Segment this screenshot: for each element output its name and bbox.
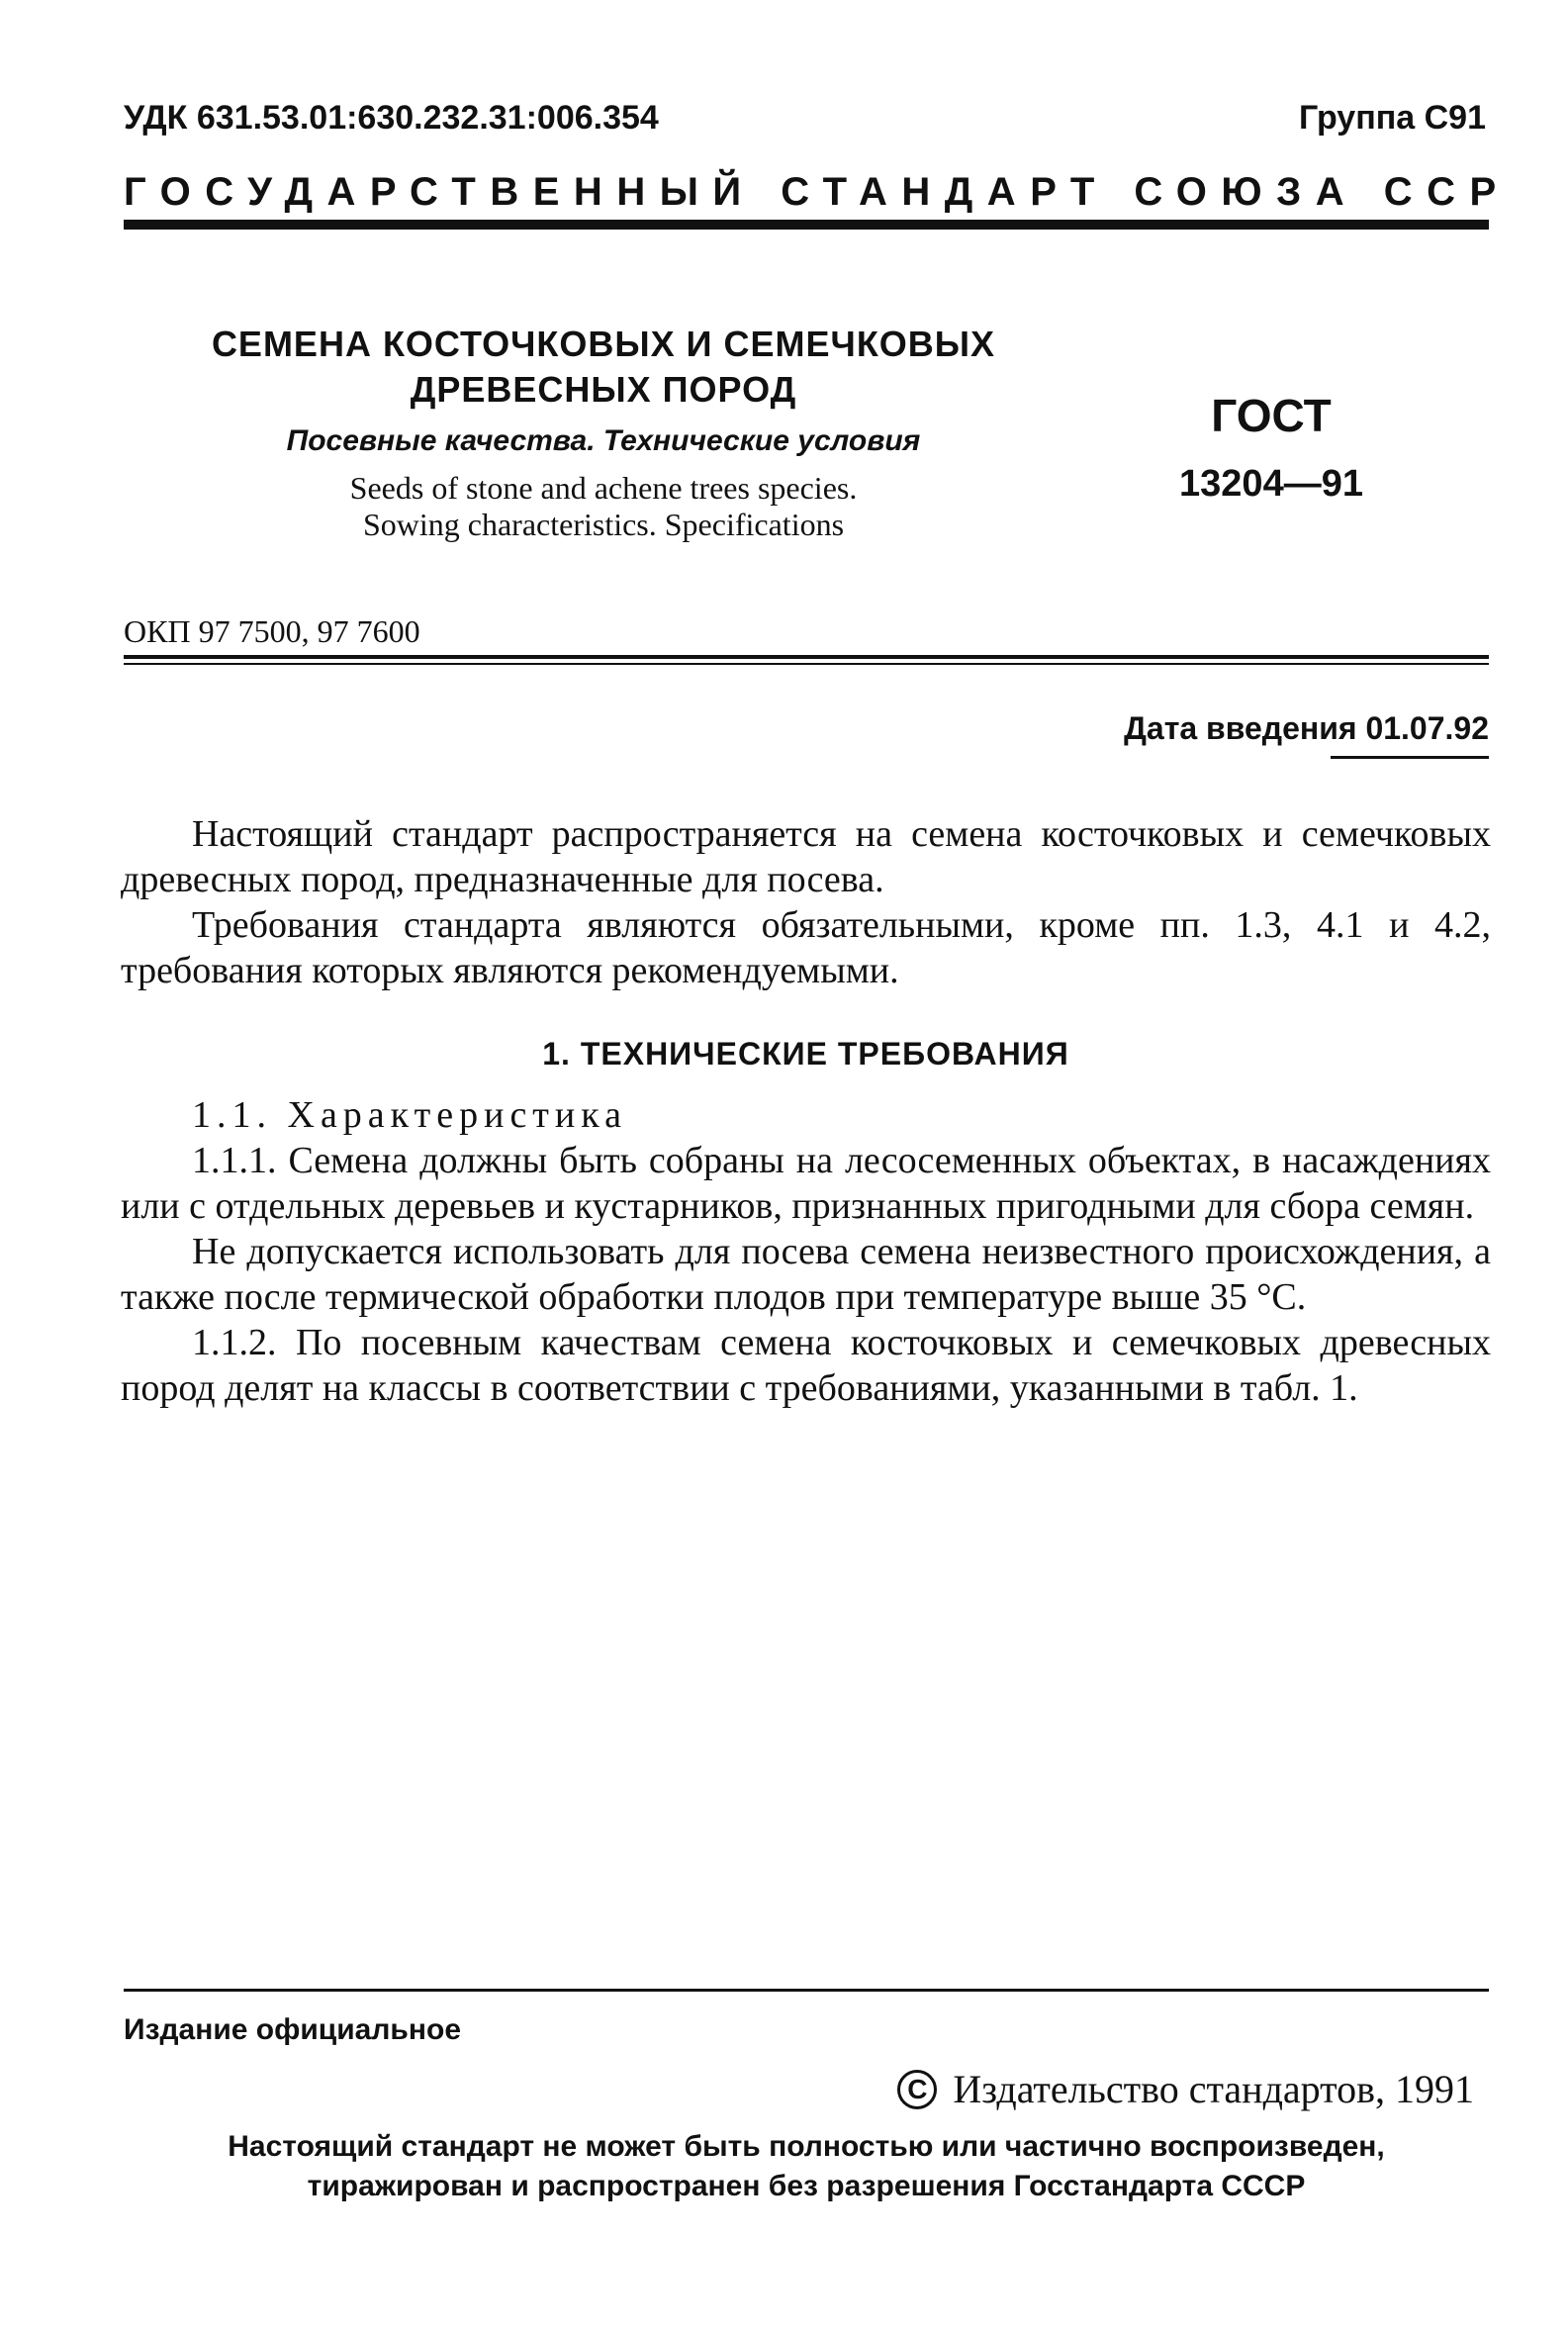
paragraph-1-1-2: 1.1.2. По посевным качествам семена косточковых и семечковых древесных пород делят на классы в соответствии с требованиями, указанными в табл. 1. [121, 1322, 1491, 1409]
title-line-1: СЕМЕНА КОСТОЧКОВЫХ И СЕМЕЧКОВЫХ [211, 324, 996, 364]
okp-code: ОКП 97 7500, 97 7600 [124, 613, 420, 649]
notice-line-2: тиражирован и распространен без разрешения Госстандарта СССР [307, 2170, 1306, 2202]
title-line-2: ДРЕВЕСНЫХ ПОРОД [410, 369, 797, 410]
gost-block [1172, 386, 1370, 511]
notice-line-1: Настоящий стандарт не может быть полностью или частично воспроизведен, [228, 2130, 1385, 2163]
subtitle-ru: Посевные качества. Технические условия [286, 424, 921, 457]
paragraph-1-1-1: 1.1.1. Семена должны быть собраны на лесосеменных объектах, в насаждениях или с отдельных деревьев и кустарников, признанных пригодными для сбора семян. [121, 1140, 1491, 1227]
official-edition: Издание официальное [124, 2013, 462, 2046]
copyright-icon: C [897, 2070, 937, 2109]
title-block [198, 322, 1009, 543]
body-text [121, 811, 1491, 1411]
group-code: Группа С91 [1298, 99, 1486, 137]
reproduction-notice [124, 2127, 1489, 2206]
paragraph-requirements: Требования стандарта являются обязательными, кроме пп. 1.3, 4.1 и 4.2, требования которых являются рекомендуемыми. [121, 904, 1491, 991]
date-underline [1331, 756, 1489, 759]
divider-thick [124, 655, 1489, 659]
paragraph-1-1-1-b: Не допускается использовать для посева семена неизвестного происхождения, а также после термической обработки плодов при температуре выше 35 °С. [121, 1231, 1491, 1318]
footer-rule [124, 1989, 1489, 1992]
subsection-heading: 1.1. Характеристика [192, 1094, 628, 1136]
title-en-line-2: Sowing characteristics. Specifications [362, 507, 845, 542]
gost-number: 13204—91 [1179, 463, 1363, 505]
udk-code: УДК 631.53.01:630.232.31:006.354 [124, 99, 659, 137]
gost-label: ГОСТ [1211, 390, 1332, 441]
title-en-line-1: Seeds of stone and achene trees species. [349, 470, 858, 506]
paragraph-scope: Настоящий стандарт распространяется на семена косточковых и семечковых древесных пород, предназначенные для посева. [121, 813, 1491, 900]
header-rule [124, 220, 1489, 230]
copyright-text: Издательство стандартов, 1991 [953, 2067, 1474, 2111]
intro-date: Дата введения 01.07.92 [1124, 710, 1489, 746]
copyright [897, 2066, 1474, 2112]
section-heading: 1. ТЕХНИЧЕСКИЕ ТРЕБОВАНИЯ [542, 1036, 1069, 1072]
state-standard-banner: ГОСУДАРСТВЕННЫЙ СТАНДАРТ СОЮЗА ССР [124, 170, 1511, 214]
divider-thin [124, 663, 1489, 665]
